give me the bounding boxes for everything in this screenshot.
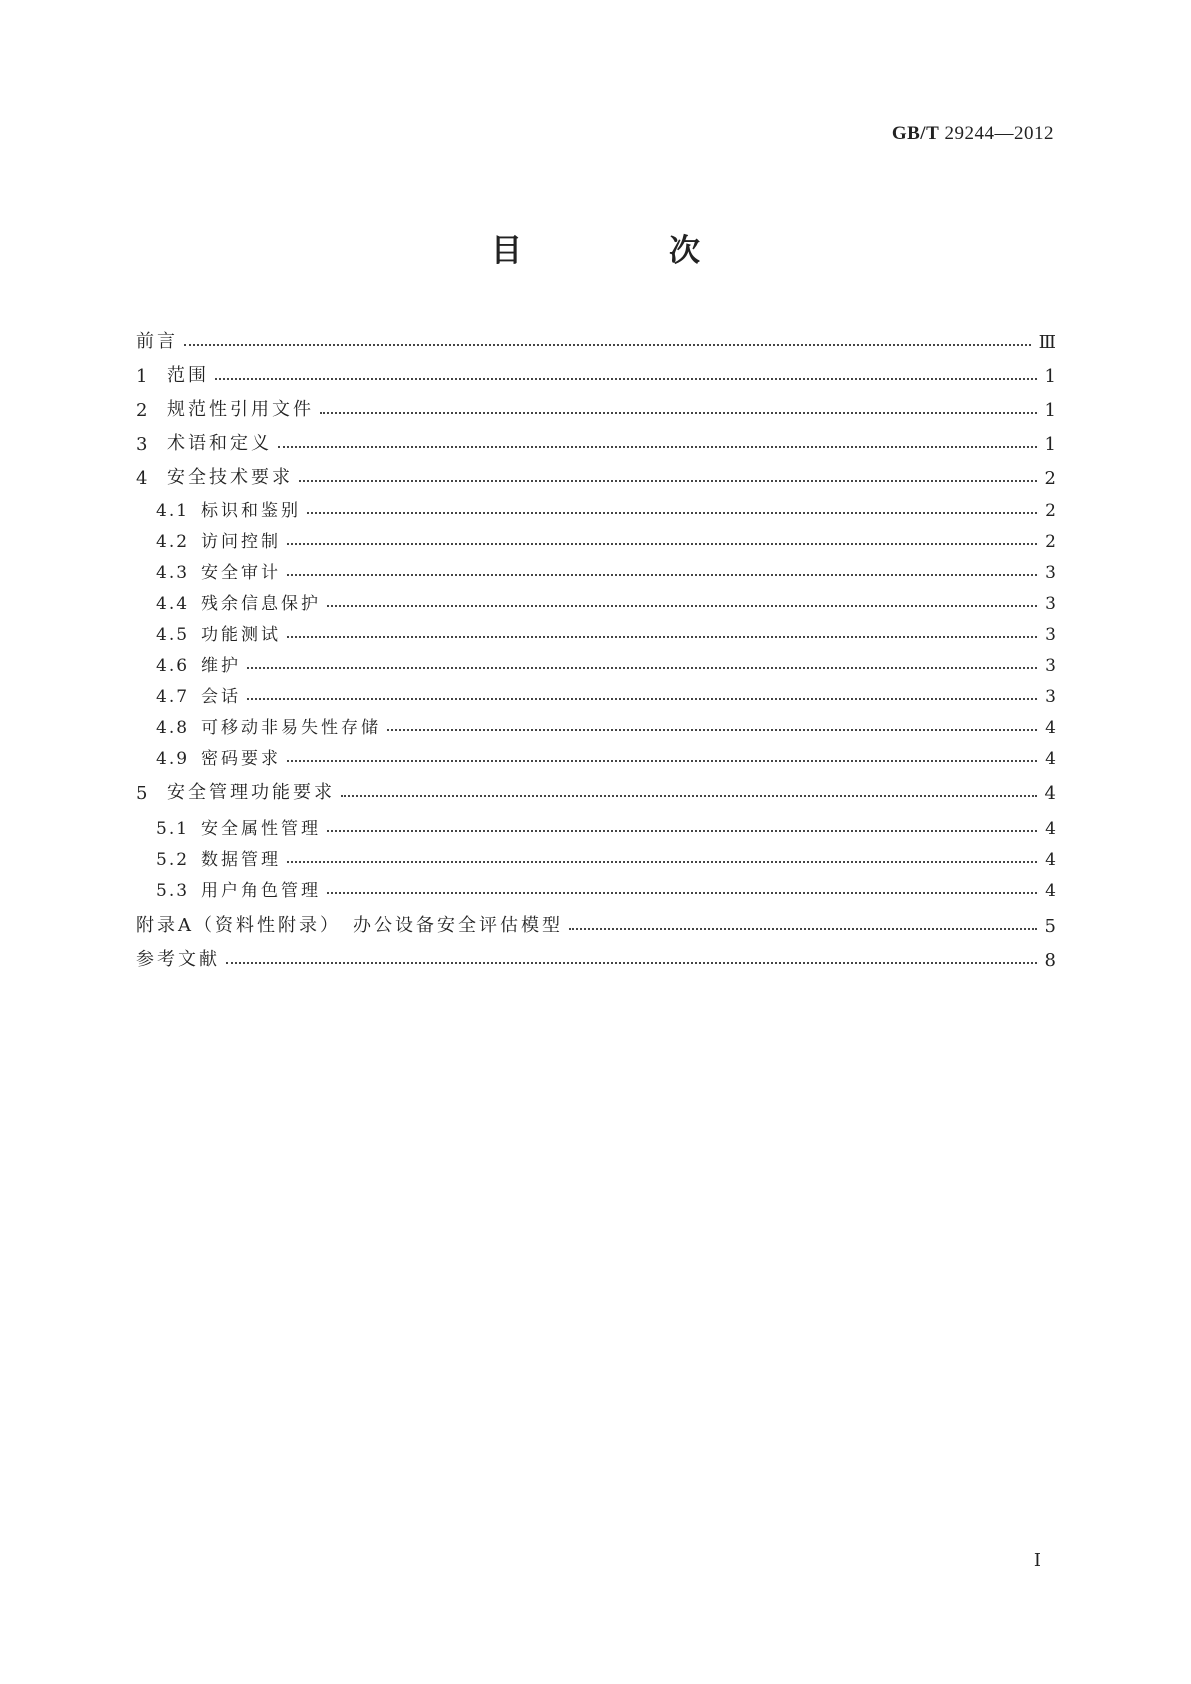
toc-leader-dots bbox=[215, 378, 1037, 380]
toc-entry-label: 安全技术要求 bbox=[167, 467, 293, 488]
toc-entry-2[interactable] bbox=[136, 393, 1056, 421]
toc-leader-dots bbox=[247, 698, 1037, 700]
toc-entry-label: 密码要求 bbox=[201, 749, 281, 769]
toc-leader-dots bbox=[184, 344, 1031, 346]
toc-entry-page: 2 bbox=[1044, 468, 1056, 489]
toc-entry-4-7[interactable] bbox=[156, 679, 1056, 707]
toc-leader-dots bbox=[307, 512, 1037, 514]
toc-leader-dots bbox=[287, 543, 1037, 545]
toc-entry-label: 会话 bbox=[201, 687, 241, 707]
toc-entry-number: 3 bbox=[136, 434, 150, 455]
toc-leader-dots bbox=[287, 574, 1037, 576]
toc-entry-number: 1 bbox=[136, 366, 150, 387]
toc-entry-number: 5 bbox=[136, 783, 150, 804]
toc-leader-dots bbox=[387, 729, 1037, 731]
toc-entry-1[interactable] bbox=[136, 359, 1056, 387]
toc-entry-label: 标识和鉴别 bbox=[201, 501, 301, 521]
toc-entry-label: 附录A（资料性附录） 办公设备安全评估模型 bbox=[136, 915, 563, 936]
toc-entry-page: 4 bbox=[1044, 783, 1056, 804]
toc-entry-number: 4.6 bbox=[156, 656, 190, 676]
toc-leader-dots bbox=[327, 830, 1037, 832]
toc-leader-dots bbox=[287, 760, 1037, 762]
toc-leader-dots bbox=[299, 480, 1037, 482]
toc-entry-label: 访问控制 bbox=[201, 532, 281, 552]
toc-entry-5-3[interactable] bbox=[156, 873, 1056, 901]
toc-entry-page: 4 bbox=[1045, 718, 1056, 738]
toc-entry-bibliography[interactable] bbox=[136, 943, 1056, 971]
toc-entry-label: 功能测试 bbox=[201, 625, 281, 645]
toc-entry-5-2[interactable] bbox=[156, 842, 1056, 870]
toc-entry-page: 3 bbox=[1045, 594, 1056, 614]
toc-leader-dots bbox=[327, 892, 1037, 894]
toc-entry-4-2[interactable] bbox=[156, 524, 1056, 552]
toc-leader-dots bbox=[278, 446, 1037, 448]
toc-entry-number: 4.8 bbox=[156, 718, 190, 738]
toc-entry-page: 1 bbox=[1044, 366, 1056, 387]
toc-entry-page: 8 bbox=[1044, 950, 1056, 971]
toc-entry-number: 4 bbox=[136, 468, 150, 489]
toc-entry-label: 前言 bbox=[136, 331, 178, 352]
toc-entry-page: 4 bbox=[1045, 850, 1056, 870]
toc-entry-4-9[interactable] bbox=[156, 741, 1056, 769]
toc-entry-label: 范围 bbox=[167, 365, 209, 386]
toc-entry-page: 4 bbox=[1045, 881, 1056, 901]
toc-leader-dots bbox=[569, 928, 1037, 930]
toc-entry-number: 4.2 bbox=[156, 532, 190, 552]
toc-entry-5-1[interactable] bbox=[156, 811, 1056, 839]
toc-leader-dots bbox=[287, 636, 1037, 638]
toc-entry-4-4[interactable] bbox=[156, 586, 1056, 614]
toc-entry-4[interactable] bbox=[136, 461, 1056, 489]
toc-entry-number: 5.3 bbox=[156, 881, 190, 901]
toc-entry-number: 4.7 bbox=[156, 687, 190, 707]
toc-entry-number: 5.1 bbox=[156, 819, 190, 839]
toc-entry-page: 5 bbox=[1044, 916, 1056, 937]
toc-entry-page: 2 bbox=[1045, 501, 1056, 521]
toc-entry-number: 4.4 bbox=[156, 594, 190, 614]
toc-entry-4-6[interactable] bbox=[156, 648, 1056, 676]
toc-entry-3[interactable] bbox=[136, 427, 1056, 455]
toc-entry-label: 安全审计 bbox=[201, 563, 281, 583]
toc-entry-label: 维护 bbox=[201, 656, 241, 676]
toc-entry-label: 参考文献 bbox=[136, 949, 220, 970]
toc-entry-4-8[interactable] bbox=[156, 710, 1056, 738]
toc-entry-page: 3 bbox=[1045, 656, 1056, 676]
toc-entry-4-5[interactable] bbox=[156, 617, 1056, 645]
toc-leader-dots bbox=[320, 412, 1037, 414]
toc-entry-label: 可移动非易失性存储 bbox=[201, 718, 381, 738]
toc-entry-page: 4 bbox=[1045, 749, 1056, 769]
toc-entry-label: 残余信息保护 bbox=[201, 594, 321, 614]
toc-leader-dots bbox=[247, 667, 1037, 669]
toc-entry-label: 安全属性管理 bbox=[201, 819, 321, 839]
toc-entry-number: 2 bbox=[136, 400, 150, 421]
toc-entry-page: 3 bbox=[1045, 625, 1056, 645]
toc-entry-appendix-a[interactable] bbox=[136, 909, 1056, 937]
toc-entry-page: Ⅲ bbox=[1038, 332, 1056, 353]
toc-entry-label: 安全管理功能要求 bbox=[167, 782, 335, 803]
toc-leader-dots bbox=[226, 962, 1037, 964]
toc-leader-dots bbox=[287, 861, 1037, 863]
toc-entry-5[interactable] bbox=[136, 776, 1056, 804]
toc-entry-label: 数据管理 bbox=[201, 850, 281, 870]
toc-entry-page: 4 bbox=[1045, 819, 1056, 839]
toc-entry-label: 用户角色管理 bbox=[201, 881, 321, 901]
page-number: I bbox=[1033, 1550, 1041, 1571]
toc-entry-number: 4.1 bbox=[156, 501, 190, 521]
toc-leader-dots bbox=[327, 605, 1037, 607]
toc-leader-dots bbox=[341, 795, 1037, 797]
toc-entry-page: 3 bbox=[1045, 563, 1056, 583]
toc-entry-label: 规范性引用文件 bbox=[167, 399, 314, 420]
toc-entry-page: 2 bbox=[1045, 532, 1056, 552]
toc-entry-number: 5.2 bbox=[156, 850, 190, 870]
toc-entry-number: 4.5 bbox=[156, 625, 190, 645]
page-title: 目 次 bbox=[491, 233, 758, 269]
standard-prefix: GB/T bbox=[891, 123, 940, 144]
standard-code bbox=[892, 123, 1054, 145]
toc-entry-page: 1 bbox=[1044, 400, 1056, 421]
toc-entry-4-3[interactable] bbox=[156, 555, 1056, 583]
standard-number: 29244—2012 bbox=[944, 123, 1054, 144]
toc-entry-number: 4.3 bbox=[156, 563, 190, 583]
toc-entry-page: 3 bbox=[1045, 687, 1056, 707]
toc-entry-label: 术语和定义 bbox=[167, 433, 272, 454]
toc-entry-number: 4.9 bbox=[156, 749, 190, 769]
toc-entry-foreword[interactable] bbox=[136, 325, 1056, 353]
toc-entry-page: 1 bbox=[1044, 434, 1056, 455]
toc-entry-4-1[interactable] bbox=[156, 493, 1056, 521]
